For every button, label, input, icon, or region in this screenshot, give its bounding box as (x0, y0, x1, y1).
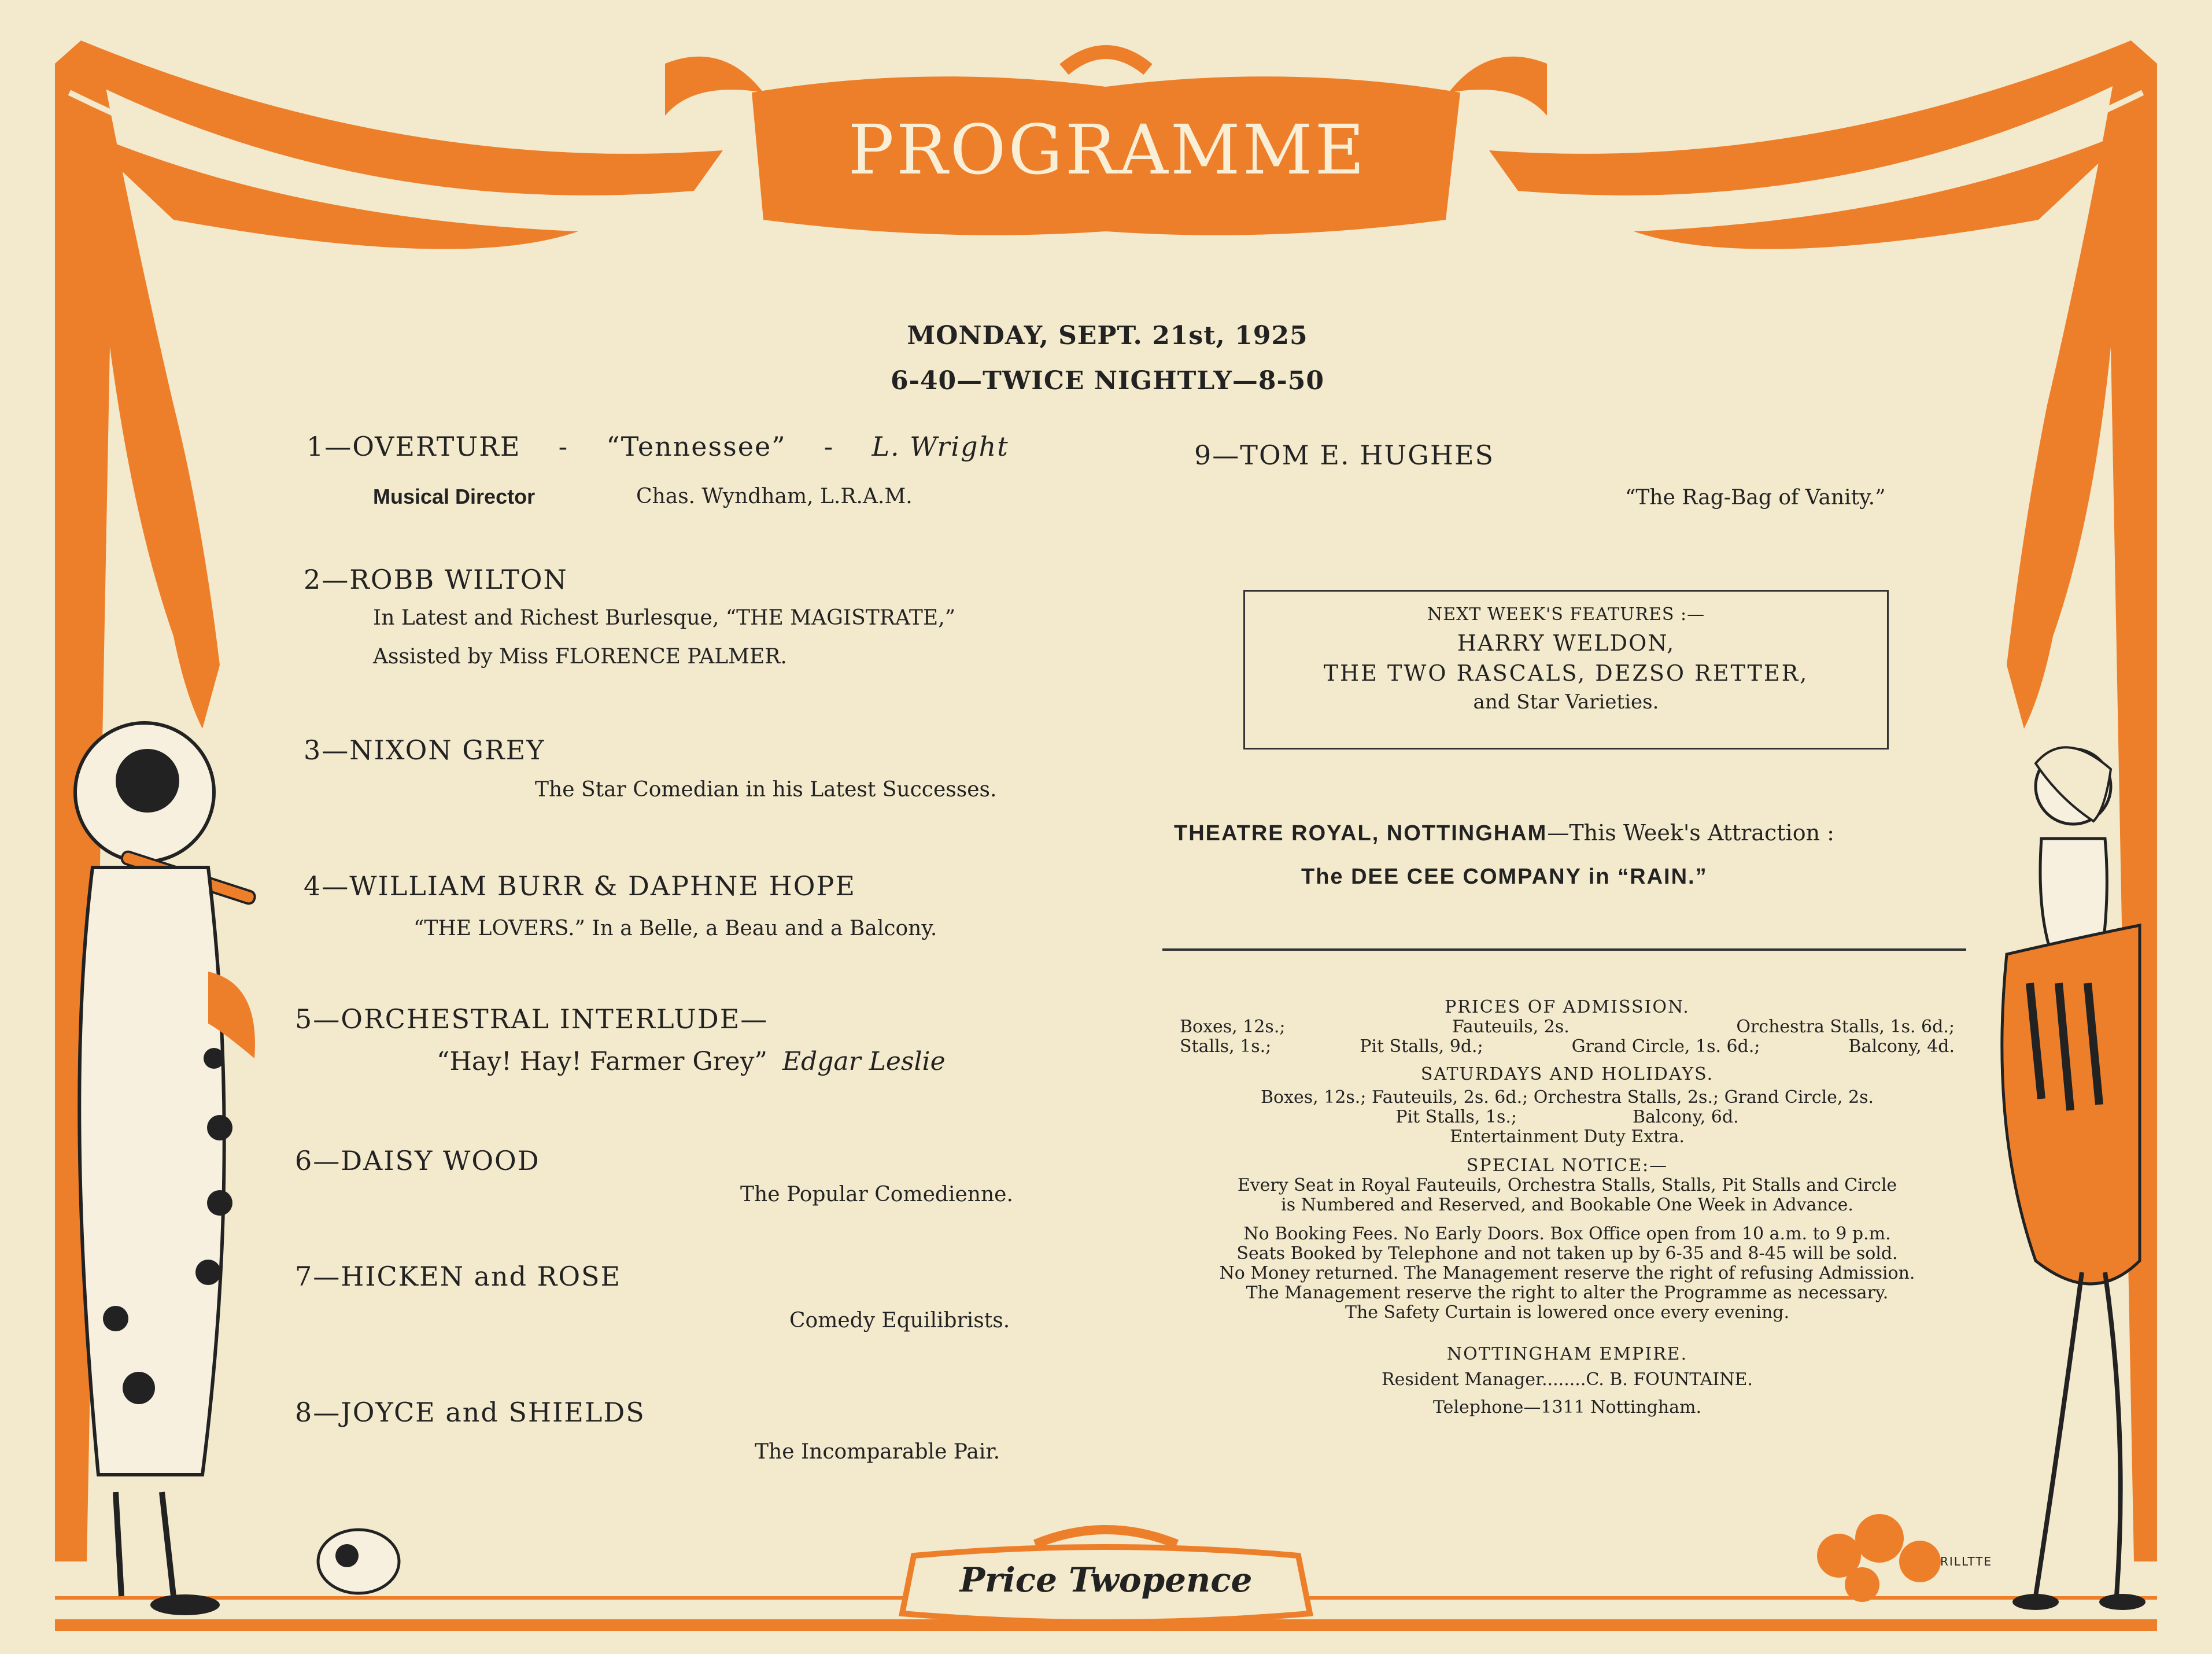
duty-note: Entertainment Duty Extra. (1450, 1127, 1685, 1147)
price-boxes: Boxes, 12s.; (1180, 1017, 1286, 1037)
prices-title: PRICES OF ADMISSION. (1445, 997, 1690, 1017)
prices-row1 (1174, 1017, 1960, 1037)
notice-para-3: No Money returned. The Management reserve the right of refusing Admission. (1219, 1263, 1915, 1283)
item-8-line1: The Incomparable Pair. (755, 1440, 1000, 1464)
theatre-name: THEATRE ROYAL, NOTTINGHAM (1174, 821, 1548, 846)
flowers-decoration (1817, 1514, 1941, 1602)
artist-signature: RILLTTE (1940, 1555, 1993, 1568)
time-line: 6-40—TWICE NIGHTLY—8-50 (890, 366, 1325, 396)
price-pit: Pit Stalls, 9d.; (1360, 1036, 1483, 1057)
notice-para-5: The Safety Curtain is lowered once every evening. (1345, 1302, 1790, 1323)
price-banner-label: Price Twopence (959, 1560, 1253, 1600)
next-week-line2: THE TWO RASCALS, DEZSO RETTER, (1323, 660, 1809, 686)
item-9-line1: “The Rag-Bag of Vanity.” (1625, 486, 1886, 510)
attraction-label: —This Week's Attraction : (1547, 820, 1834, 846)
item-heading: 1—OVERTURE (306, 431, 521, 462)
item-2-heading: 2—ROBB WILTON (304, 564, 568, 595)
price-stalls: Stalls, 1s.; (1180, 1036, 1272, 1057)
item-6-line1: The Popular Comedienne. (740, 1183, 1013, 1206)
prices-block (1174, 998, 1960, 1417)
date-line: MONDAY, SEPT. 21st, 1925 (907, 321, 1308, 350)
item-3-line1: The Star Comedian in his Latest Successes. (535, 778, 997, 802)
separator: - (824, 431, 834, 462)
telephone: Telephone—1311 Nottingham. (1432, 1397, 1702, 1417)
item-2-line2: Assisted by Miss FLORENCE PALMER. (373, 645, 787, 669)
item-7-heading: 7—HICKEN and ROSE (295, 1261, 622, 1292)
next-week-line3: and Star Varieties. (1473, 691, 1659, 714)
page-title: PROGRAMME (848, 110, 1367, 190)
saturday-title: SATURDAYS AND HOLIDAYS. (1420, 1064, 1714, 1084)
company-line (1301, 865, 1708, 889)
play-title: “RAIN.” (1618, 865, 1708, 889)
item-8-heading: 8—JOYCE and SHIELDS (295, 1397, 645, 1428)
resident-manager: Resident Manager........C. B. FOUNTAINE. (1382, 1369, 1753, 1390)
item-7-line1: Comedy Equilibrists. (789, 1309, 1010, 1332)
notice-para-1: No Booking Fees. No Early Doors. Box Office open from 10 a.m. to 9 p.m. (1243, 1224, 1891, 1244)
notice-para-2: Seats Booked by Telephone and not taken up by 6-35 and 8-45 will be sold. (1236, 1243, 1898, 1264)
price-balcony: Balcony, 4d. (1848, 1036, 1955, 1057)
item-1 (306, 431, 1070, 462)
item-4-line1: “THE LOVERS.” In a Belle, a Beau and a Balcony. (413, 917, 937, 940)
right-divider (1162, 948, 1966, 951)
sat-balcony: Balcony, 6d. (1633, 1107, 1739, 1127)
next-week-box (1243, 590, 1889, 750)
notice-line2: is Numbered and Reserved, and Bookable One Week in Advance. (1281, 1195, 1853, 1215)
prices-row2 (1174, 1037, 1960, 1057)
saturday-row1: Boxes, 12s.; Fauteuils, 2s. 6d.; Orchestra Stalls, 2s.; Grand Circle, 2s. (1260, 1087, 1874, 1107)
composer: Edgar Leslie (782, 1047, 946, 1076)
pierrot-figure (75, 723, 256, 1615)
composer: L. Wright (871, 431, 1009, 462)
item-9-heading: 9—TOM E. HUGHES (1194, 440, 1495, 471)
item-5-heading: 5—ORCHESTRAL INTERLUDE— (295, 1003, 769, 1035)
venue-name: NOTTINGHAM EMPIRE. (1446, 1344, 1688, 1364)
company-name: The DEE CEE COMPANY in (1301, 865, 1611, 889)
sat-pit: Pit Stalls, 1s.; (1395, 1107, 1517, 1127)
musical-director-name: Chas. Wyndham, L.R.A.M. (636, 485, 913, 508)
item-2-line1: In Latest and Richest Burlesque, “THE MAGISTRATE,” (373, 606, 956, 630)
musical-director-label: Musical Director (373, 485, 536, 508)
price-fauteuils: Fauteuils, 2s. (1452, 1017, 1570, 1037)
separator: - (558, 431, 569, 462)
next-week-line1: HARRY WELDON, (1457, 630, 1675, 656)
notice-para-4: The Management reserve the right to alter the Programme as necessary. (1246, 1283, 1889, 1303)
theatre-line (1174, 820, 1834, 846)
notice-line1: Every Seat in Royal Fauteuils, Orchestra Stalls, Stalls, Pit Stalls and Circle (1237, 1175, 1897, 1195)
item-4-heading: 4—WILLIAM BURR & DAPHNE HOPE (304, 870, 856, 902)
item-6-heading: 6—DAISY WOOD (295, 1145, 540, 1176)
piece-title: “Hay! Hay! Farmer Grey” (437, 1047, 767, 1076)
item-3-heading: 3—NIXON GREY (304, 734, 545, 766)
notice-title: SPECIAL NOTICE:— (1466, 1155, 1668, 1176)
next-week-title: NEXT WEEK'S FEATURES :— (1427, 604, 1705, 625)
piece-title: “Tennessee” (606, 431, 786, 462)
saturday-row2 (1174, 1107, 1960, 1127)
dog-figure (318, 1530, 399, 1593)
price-grand-circle: Grand Circle, 1s. 6d.; (1571, 1036, 1760, 1057)
item-5-line (437, 1047, 946, 1076)
price-orchestra: Orchestra Stalls, 1s. 6d.; (1736, 1017, 1955, 1037)
